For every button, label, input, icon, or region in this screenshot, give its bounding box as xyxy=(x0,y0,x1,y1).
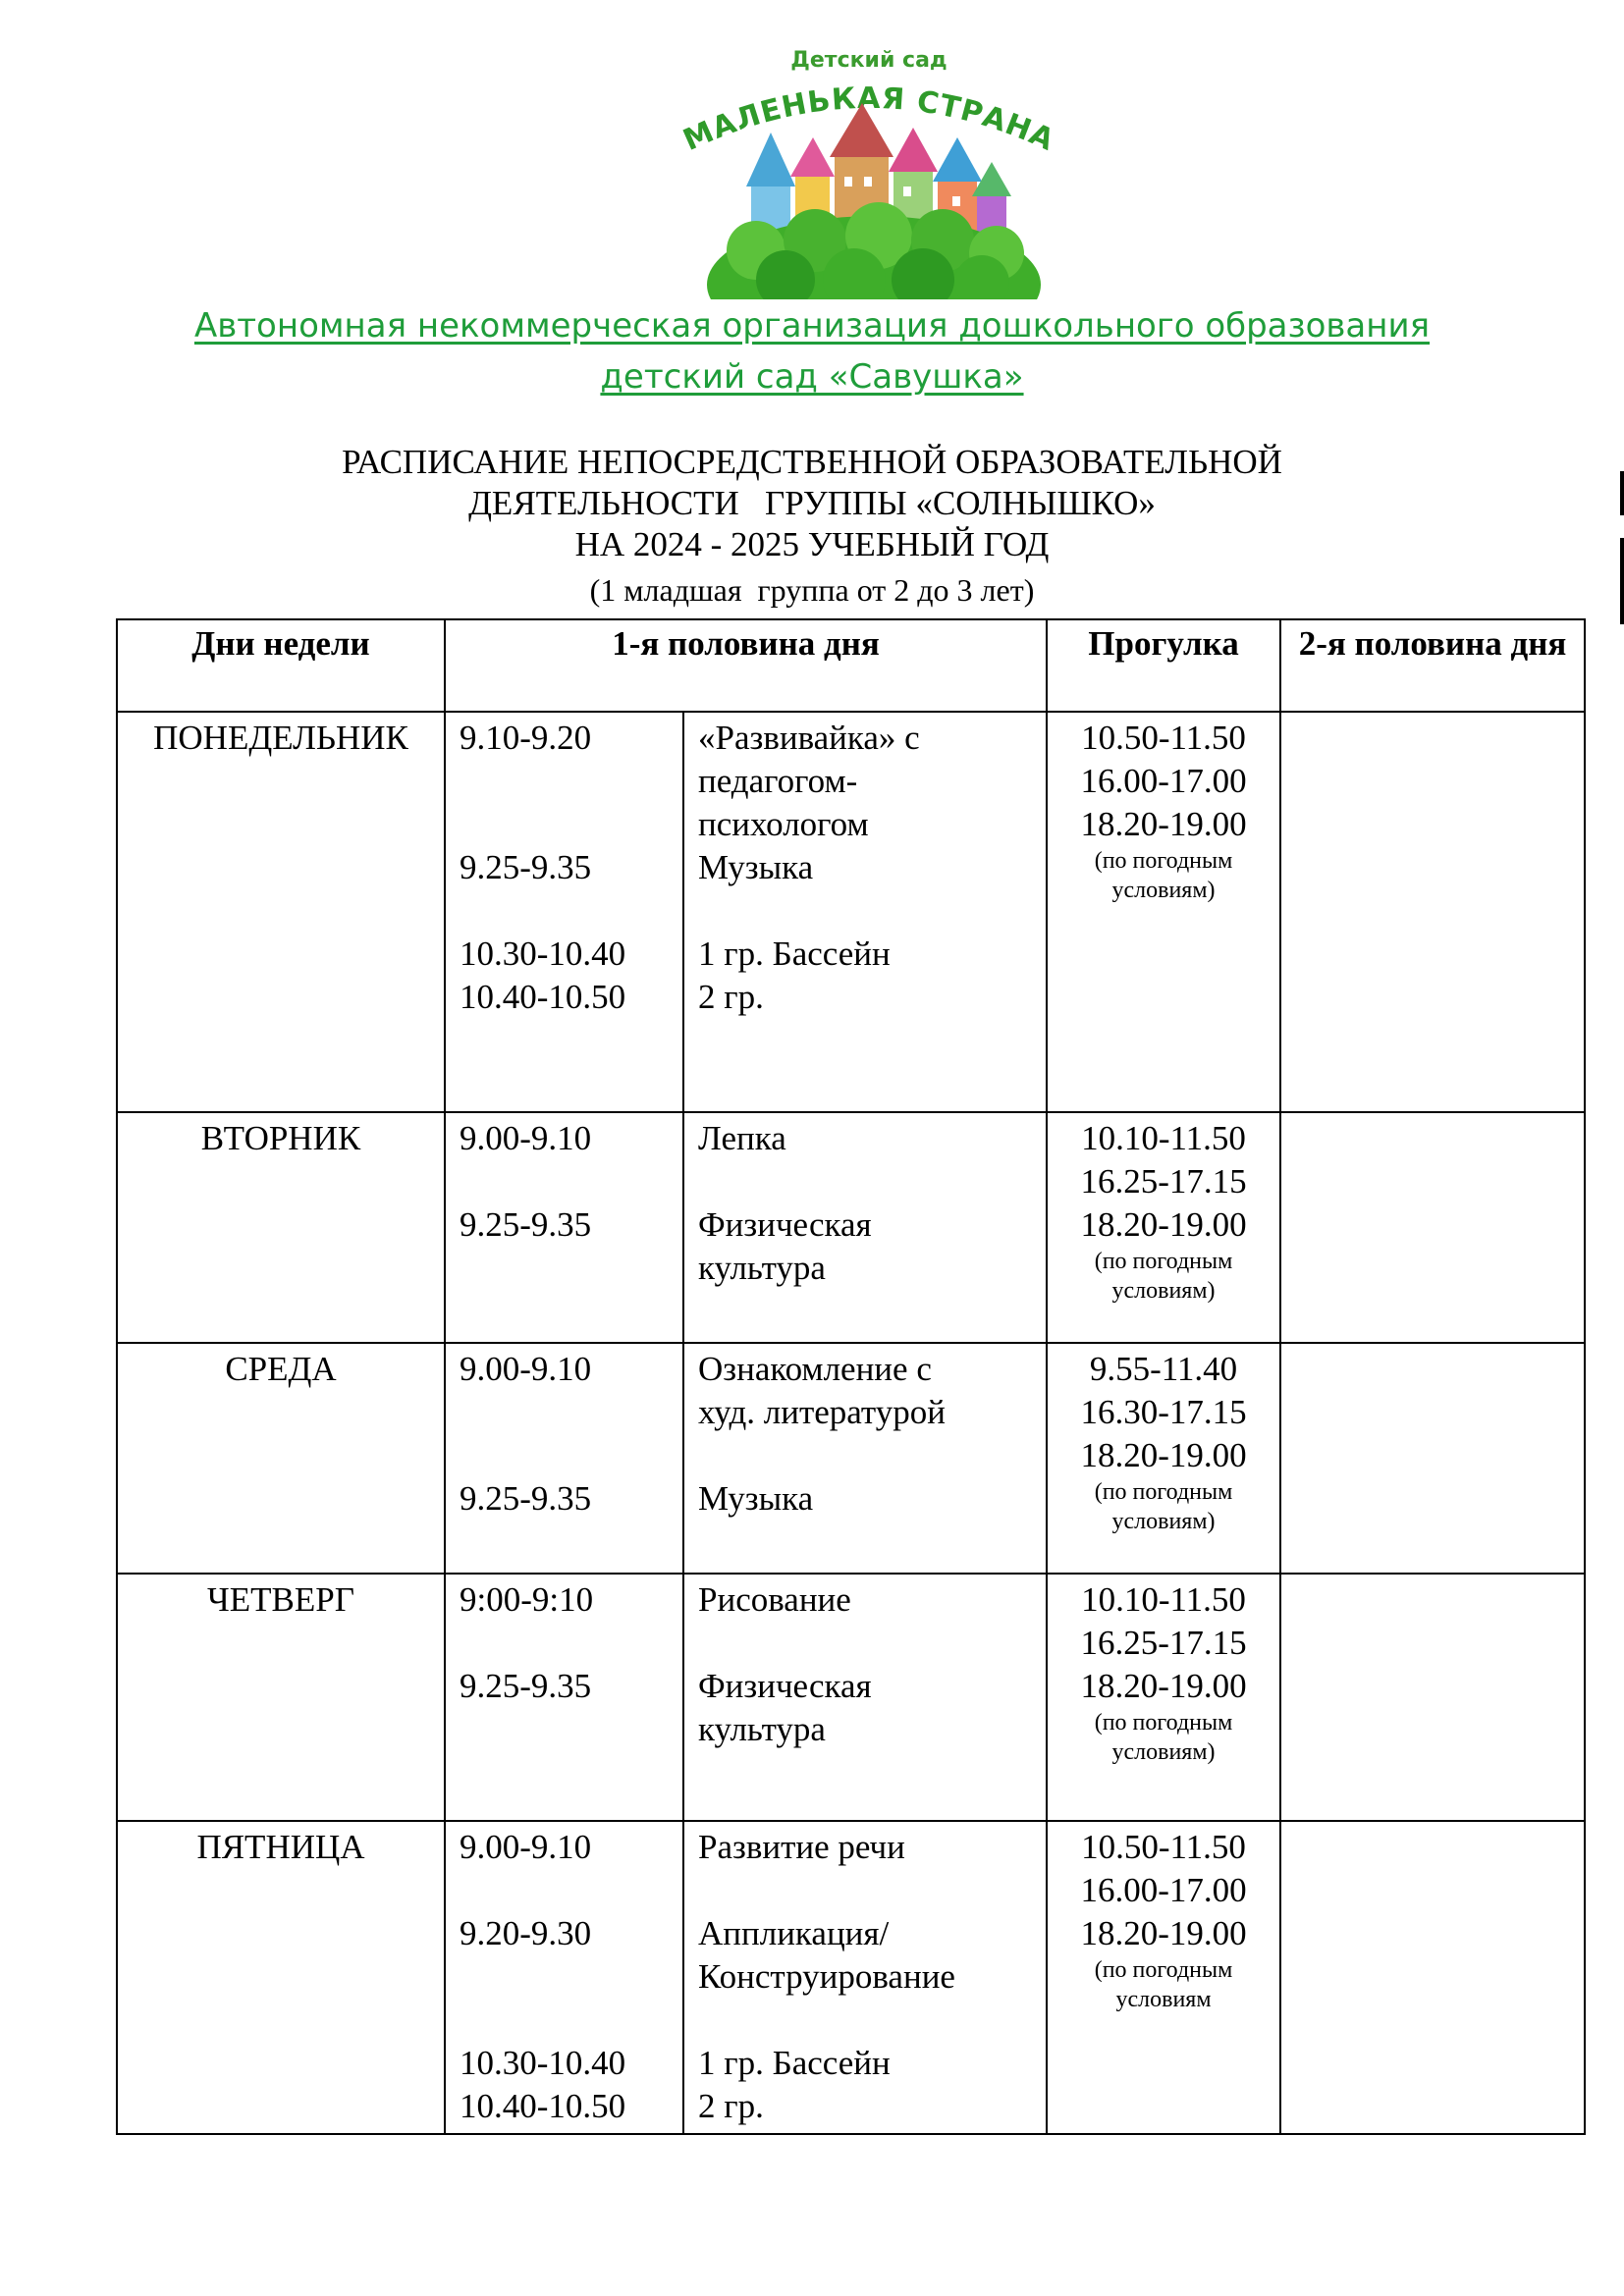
activity-line: Лепка xyxy=(698,1119,786,1157)
title-line4: (1 младшая группа от 2 до 3 лет) xyxy=(589,572,1035,608)
walk-time-line: 10.10-11.50 xyxy=(1081,1580,1246,1619)
day-cell: ЧЕТВЕРГ xyxy=(117,1574,445,1821)
time-line: 9.25-9.35 xyxy=(460,848,592,886)
activity-line: 1 гр. Бассейн xyxy=(698,2044,891,2082)
time-line xyxy=(460,1391,682,1434)
time-line: 10.40-10.50 xyxy=(460,978,626,1016)
walk-time-cell xyxy=(1047,1343,1280,1574)
activity-line: Музыка xyxy=(698,1479,814,1518)
weather-note-line: условиям) xyxy=(1111,878,1216,903)
activity-cell xyxy=(683,712,1047,1112)
activity-line: Аппликация/ xyxy=(698,1914,890,1952)
logo-small-text: Детский сад xyxy=(790,48,947,73)
walk-time-line: 16.25-17.15 xyxy=(1080,1624,1247,1662)
logo-big-text: МАЛЕНЬКАЯ СТРАНА xyxy=(677,80,1060,158)
header-walk: Прогулка xyxy=(1047,619,1280,712)
walk-time-line: 16.00-17.00 xyxy=(1080,762,1247,800)
title-line2: ДЕЯТЕЛЬНОСТИ ГРУППЫ «СОЛНЫШКО» xyxy=(468,484,1156,522)
weather-note-line: условиям xyxy=(1115,1987,1212,2012)
activity-line: педагогом- xyxy=(698,762,858,800)
page-edge-mark xyxy=(1620,538,1624,624)
walk-time-line: 18.20-19.00 xyxy=(1080,1436,1247,1474)
walk-time-line: 18.20-19.00 xyxy=(1080,1667,1247,1705)
walk-time-cell xyxy=(1047,1821,1280,2134)
second-half-cell xyxy=(1280,1112,1585,1343)
activity-line: психологом xyxy=(698,805,869,843)
time-line: 9.10-9.20 xyxy=(460,719,592,757)
activity-line xyxy=(698,1999,1046,2042)
walk-time-line: 10.10-11.50 xyxy=(1081,1119,1246,1157)
weather-note-line: условиям) xyxy=(1111,1739,1216,1765)
time-line: 9.25-9.35 xyxy=(460,1479,592,1518)
time-line: 9.00-9.10 xyxy=(460,1119,592,1157)
activity-line: Развитие речи xyxy=(698,1828,905,1866)
time-cell xyxy=(445,1574,683,1821)
time-line: 9.00-9.10 xyxy=(460,1350,592,1388)
title-line1: РАСПИСАНИЕ НЕПОСРЕДСТВЕННОЙ ОБРАЗОВАТЕЛЬНОЙ xyxy=(342,443,1282,481)
activity-cell xyxy=(683,1112,1047,1343)
table-row xyxy=(117,1112,1585,1343)
activity-line xyxy=(698,1622,1046,1665)
weather-note-line: (по погодным xyxy=(1094,1957,1233,1983)
time-line: 9.25-9.35 xyxy=(460,1205,592,1244)
activity-line: культура xyxy=(698,1710,826,1748)
activity-line xyxy=(698,889,1046,933)
header-second-half: 2-я половина дня xyxy=(1280,619,1585,712)
activity-line: Физическая xyxy=(698,1205,872,1244)
walk-time-line: 16.30-17.15 xyxy=(1080,1393,1247,1431)
table-row xyxy=(117,1574,1585,1821)
activity-line xyxy=(698,1434,1046,1477)
logo-graphic xyxy=(677,39,1060,299)
walk-time-line: 9.55-11.40 xyxy=(1089,1350,1238,1388)
weather-note xyxy=(1048,1708,1279,1767)
activity-line: Музыка xyxy=(698,848,814,886)
walk-time-cell xyxy=(1047,712,1280,1112)
schedule-table xyxy=(116,618,1586,2135)
page-edge-mark xyxy=(1620,471,1624,515)
time-cell xyxy=(445,1821,683,2134)
day-cell: ВТОРНИК xyxy=(117,1112,445,1343)
time-cell xyxy=(445,1343,683,1574)
second-half-cell xyxy=(1280,1574,1585,1821)
weather-note xyxy=(1048,846,1279,905)
weather-note xyxy=(1048,1955,1279,2014)
weather-note-line: условиям) xyxy=(1111,1509,1216,1534)
walk-time-line: 10.50-11.50 xyxy=(1081,719,1246,757)
time-line xyxy=(460,803,682,846)
time-line xyxy=(460,1869,682,1912)
header-days: Дни недели xyxy=(117,619,445,712)
activity-line xyxy=(698,1160,1046,1203)
table-row xyxy=(117,1821,1585,2134)
activity-line xyxy=(698,1869,1046,1912)
activity-line: Конструирование xyxy=(698,1957,955,1996)
time-cell xyxy=(445,1112,683,1343)
walk-time-line: 18.20-19.00 xyxy=(1080,805,1247,843)
organization-name-line1: Автономная некоммерческая организация дошкольного образования xyxy=(193,306,1431,346)
time-line: 9.00-9.10 xyxy=(460,1828,592,1866)
time-line: 9.25-9.35 xyxy=(460,1667,592,1705)
organization-name-line2: детский сад «Савушка» xyxy=(600,357,1024,397)
activity-line: 2 гр. xyxy=(698,2087,764,2125)
header-first-half: 1-я половина дня xyxy=(445,619,1047,712)
weather-note-line: (по погодным xyxy=(1094,1710,1233,1735)
weather-note-line: (по погодным xyxy=(1094,1249,1233,1274)
second-half-cell xyxy=(1280,1343,1585,1574)
activity-line: 1 гр. Бассейн xyxy=(698,934,891,973)
time-line xyxy=(460,1434,682,1477)
time-line xyxy=(460,1955,682,1999)
time-line: 10.40-10.50 xyxy=(460,2087,626,2125)
time-line: 10.30-10.40 xyxy=(460,934,626,973)
walk-time-cell xyxy=(1047,1574,1280,1821)
second-half-cell xyxy=(1280,712,1585,1112)
weather-note-line: (по погодным xyxy=(1094,848,1233,874)
table-header-row xyxy=(117,619,1585,712)
table-row xyxy=(117,1343,1585,1574)
table-row xyxy=(117,712,1585,1112)
day-cell: ПЯТНИЦА xyxy=(117,1821,445,2134)
second-half-cell xyxy=(1280,1821,1585,2134)
weather-note xyxy=(1048,1247,1279,1306)
weather-note xyxy=(1048,1477,1279,1536)
day-cell: СРЕДА xyxy=(117,1343,445,1574)
time-line xyxy=(460,1622,682,1665)
kindergarten-logo xyxy=(677,39,1060,299)
title-line3: НА 2024 - 2025 УЧЕБНЫЙ ГОД xyxy=(574,525,1050,563)
day-cell: ПОНЕДЕЛЬНИК xyxy=(117,712,445,1112)
activity-line: Рисование xyxy=(698,1580,851,1619)
walk-time-cell xyxy=(1047,1112,1280,1343)
time-line xyxy=(460,1160,682,1203)
time-line xyxy=(460,889,682,933)
time-line xyxy=(460,760,682,803)
activity-line: Физическая xyxy=(698,1667,872,1705)
activity-cell xyxy=(683,1574,1047,1821)
time-cell xyxy=(445,712,683,1112)
walk-time-line: 16.00-17.00 xyxy=(1080,1871,1247,1909)
weather-note-line: (по погодным xyxy=(1094,1479,1233,1505)
activity-line: худ. литературой xyxy=(698,1393,946,1431)
time-line: 9:00-9:10 xyxy=(460,1580,594,1619)
weather-note-line: условиям) xyxy=(1111,1278,1216,1304)
time-line: 9.20-9.30 xyxy=(460,1914,592,1952)
time-line xyxy=(460,1999,682,2042)
activity-line: культура xyxy=(698,1249,826,1287)
walk-time-line: 16.25-17.15 xyxy=(1080,1162,1247,1201)
walk-time-line: 10.50-11.50 xyxy=(1081,1828,1246,1866)
activity-cell xyxy=(683,1821,1047,2134)
activity-cell xyxy=(683,1343,1047,1574)
activity-line: «Развивайка» с xyxy=(698,719,920,757)
activity-line: Ознакомление с xyxy=(698,1350,932,1388)
walk-time-line: 18.20-19.00 xyxy=(1080,1914,1247,1952)
activity-line: 2 гр. xyxy=(698,978,764,1016)
time-line: 10.30-10.40 xyxy=(460,2044,626,2082)
walk-time-line: 18.20-19.00 xyxy=(1080,1205,1247,1244)
